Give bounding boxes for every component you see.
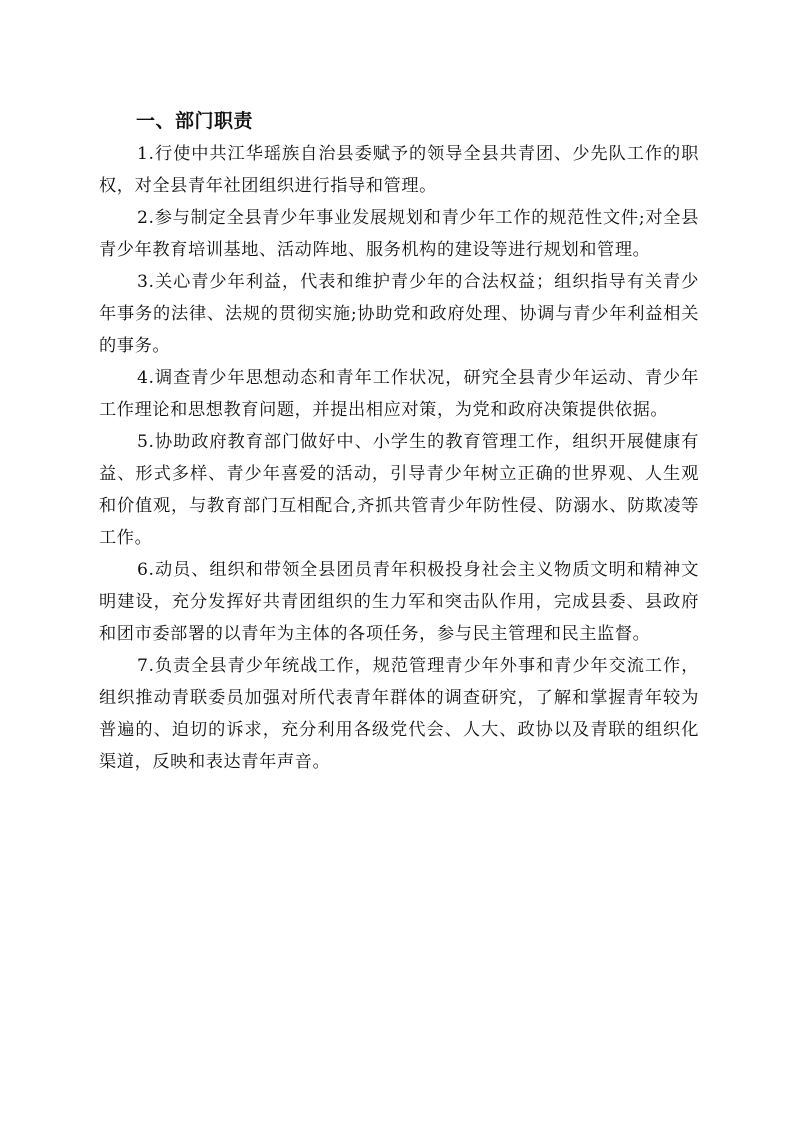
duty-item-1: 1.行使中共江华瑶族自治县委赋予的领导全县共青团、少先队工作的职权，对全县青年社团组织进行指导和管理。 — [99, 144, 699, 196]
duty-item-3: 3.关心青少年利益，代表和维护青少年的合法权益；组织指导有关青少年事务的法律、法规的贯彻实施;协助党和政府处理、协调与青少年利益相关的事务。 — [99, 272, 699, 356]
duty-item-4: 4.调查青少年思想动态和青年工作状况，研究全县青少年运动、青少年工作理论和思想教育问题，并提出相应对策，为党和政府决策提供依据。 — [99, 368, 699, 420]
duty-item-6: 6.动员、组织和带领全县团员青年积极投身社会主义物质文明和精神文明建设，充分发挥好共青团组织的生力军和突击队作用，完成县委、县政府和团市委部署的以青年为主体的各项任务，参与民主管理和民主监督。 — [99, 560, 699, 644]
duty-item-5: 5.协助政府教育部门做好中、小学生的教育管理工作，组织开展健康有益、形式多样、青少年喜爱的活动，引导青少年树立正确的世界观、人生观和价值观，与教育部门互相配合,齐抓共管青少年防性侵、防溺水、防欺凌等工作。 — [99, 432, 699, 548]
section-title: 一、部门职责 — [136, 110, 254, 132]
duty-item-2: 2.参与制定全县青少年事业发展规划和青少年工作的规范性文件;对全县青少年教育培训基地、活动阵地、服务机构的建设等进行规划和管理。 — [99, 208, 699, 260]
document-body — [99, 104, 699, 778]
duty-item-7: 7.负责全县青少年统战工作，规范管理青少年外事和青少年交流工作，组织推动青联委员加强对所代表青年群体的调查研究，了解和掌握青年较为普遍的、迫切的诉求，充分利用各级党代会、人大、政协以及青联的组织化渠道，反映和表达青年声音。 — [99, 656, 699, 772]
